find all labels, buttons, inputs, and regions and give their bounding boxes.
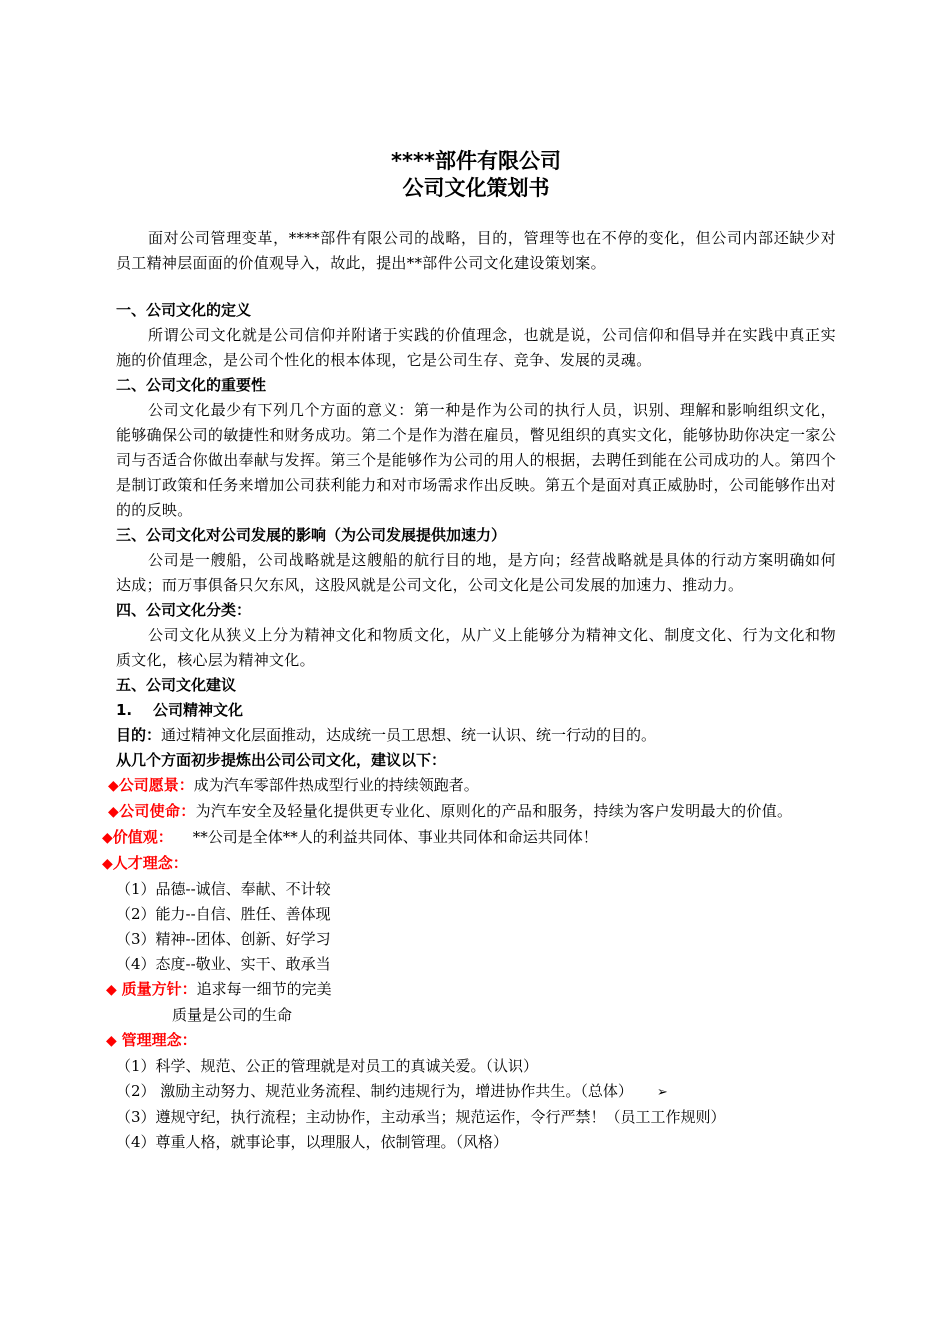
quality-text-2: 质量是公司的生命 [172, 1006, 293, 1024]
section-1-body: 所谓公司文化就是公司信仰并附诸于实践的价值理念，也就是说，公司信仰和倡导并在实践中真正实施的价值理念，是公司个性化的根本体现，它是公司生存、竞争、发展的灵魂。 [116, 326, 836, 369]
mission-item [108, 799, 836, 825]
refine-line: 从几个方面初步提炼出公司公司文化，建议以下： [116, 751, 447, 769]
section-1-heading: 一、公司文化的定义 [116, 301, 252, 319]
values-label: 价值观： [112, 828, 173, 846]
intro-paragraph: 面对公司管理变革，****部件有限公司的战略，目的，管理等也在不停的变化，但公司内部还缺少对员工精神层面面的价值观导入，故此，提出**部件公司文化建设策划案。 [116, 229, 836, 272]
section-4-heading: 四、公司文化分类： [116, 601, 252, 619]
doc-title-company: ****部件有限公司 [391, 149, 561, 173]
diamond-bullet-icon: ◆ [108, 804, 120, 820]
mgmt-list-item: （4）尊重人格，就事论事，以理服人，依制管理。（风格） [116, 1133, 509, 1151]
section-2-body: 公司文化最少有下列几个方面的意义：第一种是作为公司的执行人员，识别、理解和影响组织文化，能够确保公司的敏捷性和财务成功。第二个是作为潜在雇员，瞥见组织的真实文化，能够协助你决定一家公司与否适合你做出奉献与发挥。第三个是能够作为公司的用人的根据，去聘任到能在公司成功的人。第四个是制订政策和任务来增加公司获利能力和对市场需求作出反映。第五个是面对真正威胁时，公司能够作出对的的反映。 [116, 401, 836, 519]
values-item [102, 825, 836, 851]
purpose-label: 目的： [116, 726, 162, 744]
mgmt-list-item-2 [116, 1079, 836, 1105]
document-page [102, 148, 836, 1155]
mission-text: 为汽车安全及轻量化提供更专业化、原则化的产品和服务，持续为客户发明最大的价值。 [195, 802, 793, 820]
talent-list-item: （2）能力--自信、胜任、善体现 [116, 905, 331, 923]
purpose-line [116, 723, 836, 748]
section-2-heading: 二、公司文化的重要性 [116, 376, 267, 394]
mgmt-label: 管理理念： [121, 1031, 197, 1049]
quality-item [106, 977, 836, 1003]
quality-label: 质量方针： [121, 980, 197, 998]
diamond-bullet-icon: ◆ [102, 856, 113, 872]
diamond-bullet-icon: ◆ [106, 1033, 117, 1049]
quality-text: 追求每一细节的完美 [196, 980, 332, 998]
talent-list-item: （3）精神--团体、创新、好学习 [116, 930, 331, 948]
vision-text: 成为汽车零部件热成型行业的持续领跑者。 [193, 776, 479, 794]
mgmt-list-item: （3）遵规守纪，执行流程；主动协作，主动承当；规范运作，令行严禁！（员工工作规则） [116, 1108, 726, 1126]
section-3-heading: 三、公司文化对公司发展的影响（为公司发展提供加速力） [116, 526, 507, 544]
diamond-bullet-icon: ◆ [102, 830, 113, 846]
section-3-body: 公司是一艘船，公司战略就是这艘船的航行目的地，是方向；经营战略就是具体的行动方案明确如何达成；而万事俱备只欠东风，这股风就是公司文化，公司文化是公司发展的加速力、推动力。 [116, 551, 836, 594]
diamond-bullet-icon: ◆ [108, 778, 119, 794]
diamond-bullet-icon: ◆ [106, 982, 117, 998]
talent-list-item: （1）品德--诚信、奉献、不计较 [116, 880, 331, 898]
mission-label: 公司使命： [119, 802, 196, 820]
section-4-body: 公司文化从狭义上分为精神文化和物质文化，从广义上能够分为精神文化、制度文化、行为文化和物质文化，核心层为精神文化。 [116, 626, 836, 669]
talent-label: 人才理念： [112, 854, 188, 872]
section-5-heading: 五、公司文化建议 [116, 676, 237, 694]
talent-list-item: （4）态度--敬业、实干、敢承当 [116, 955, 331, 973]
purpose-text: 通过精神文化层面推动，达成统一员工思想、统一认识、统一行动的目的。 [161, 726, 657, 744]
arrow-bullet-icon: ➢ [656, 1085, 668, 1100]
mgmt-item [106, 1028, 836, 1054]
talent-item [102, 851, 836, 877]
section-5-sub1: 1. 公司精神文化 [116, 701, 244, 719]
values-text: **公司是全体**人的利益共同体、事业共同体和命运共同体！ [192, 828, 598, 846]
vision-label: 公司愿景： [118, 776, 194, 794]
doc-title-plan: 公司文化策划书 [402, 176, 550, 200]
vision-item [108, 773, 836, 799]
mgmt-list-text: （2） 激励主动努力、规范业务流程、制约违规行为，增进协作共生。（总体） [116, 1082, 633, 1100]
mgmt-list-item: （1）科学、规范、公正的管理就是对员工的真诚关爱。（认识） [116, 1057, 539, 1075]
